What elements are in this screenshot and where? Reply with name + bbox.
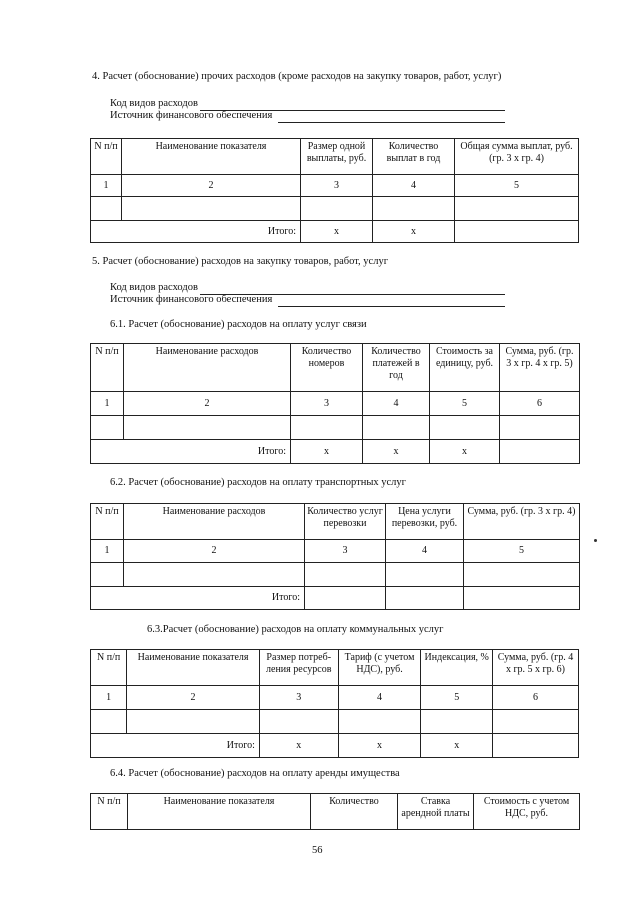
header-cell: Размер потреб-ления ресурсов — [259, 650, 338, 686]
total-cell — [386, 587, 464, 610]
total-label: Итого: — [91, 440, 291, 464]
header-cell: Количество — [311, 794, 398, 830]
header-cell: Сумма, руб. (гр. 4 х гр. 5 х гр. 6) — [492, 650, 578, 686]
table-total-row — [91, 587, 580, 610]
header-cell: Индексация, % — [421, 650, 492, 686]
section-6-4-table — [90, 793, 580, 830]
section-4-code-label: Код видов расходов — [110, 98, 198, 109]
section-6-3-table — [90, 649, 579, 758]
section-6-2-title: 6.2. Расчет (обоснование) расходов на оплату транспортных услуг — [110, 477, 406, 488]
header-cell: N п/п — [91, 344, 124, 392]
section-4-source-line — [278, 122, 505, 123]
column-number: 6 — [500, 392, 580, 416]
header-cell: Количество выплат в год — [373, 139, 455, 175]
table-row — [91, 416, 580, 440]
header-cell: Сумма, руб. (гр. 3 х гр. 4) — [464, 504, 580, 540]
total-cell: x — [338, 734, 421, 758]
table-row — [91, 563, 580, 587]
column-number: 4 — [338, 686, 421, 710]
total-label: Итого: — [91, 221, 301, 243]
column-number: 3 — [301, 175, 373, 197]
table-header-row — [91, 650, 579, 686]
table-number-row — [91, 540, 580, 563]
section-4-title: 4. Расчет (обоснование) прочих расходов (кроме расходов на закупку товаров, работ, услуг) — [92, 71, 502, 82]
header-cell: Общая сумма выплат, руб. (гр. 3 х гр. 4) — [455, 139, 579, 175]
section-6-3-title: 6.3.Расчет (обоснование) расходов на оплату коммунальных услуг — [147, 624, 444, 635]
total-cell — [455, 221, 579, 243]
header-cell: Стоимость за единицу, руб. — [430, 344, 500, 392]
header-cell: N п/п — [91, 794, 128, 830]
total-cell: x — [373, 221, 455, 243]
header-cell: Наименование расходов — [124, 344, 291, 392]
table-number-row — [91, 686, 579, 710]
total-cell: x — [259, 734, 338, 758]
header-cell: Количество платежей в год — [363, 344, 430, 392]
total-cell: x — [291, 440, 363, 464]
section-6-2-table — [90, 503, 580, 610]
header-cell: Размер одной выплаты, руб. — [301, 139, 373, 175]
header-cell: Ставка арендной платы — [398, 794, 474, 830]
column-number: 4 — [386, 540, 464, 563]
column-number: 3 — [259, 686, 338, 710]
column-number: 2 — [122, 175, 301, 197]
table-header-row — [91, 504, 580, 540]
page-number: 56 — [312, 845, 323, 856]
total-cell — [492, 734, 578, 758]
header-cell: Стоимость с учетом НДС, руб. — [474, 794, 580, 830]
header-cell: Тариф (с учетом НДС), руб. — [338, 650, 421, 686]
column-number: 2 — [127, 686, 260, 710]
column-number: 1 — [91, 175, 122, 197]
column-number: 4 — [373, 175, 455, 197]
header-cell: Наименование показателя — [128, 794, 311, 830]
table-row — [91, 197, 579, 221]
total-cell: x — [301, 221, 373, 243]
column-number: 1 — [91, 540, 124, 563]
section-4-source-label: Источник финансового обеспечения — [110, 110, 273, 121]
section-5-code-label: Код видов расходов — [110, 282, 198, 293]
section-5-source-label: Источник финансового обеспечения — [110, 294, 273, 305]
section-6-1-table — [90, 343, 580, 464]
header-cell: Количество номеров — [291, 344, 363, 392]
column-number: 5 — [430, 392, 500, 416]
column-number: 2 — [124, 392, 291, 416]
column-number: 3 — [305, 540, 386, 563]
column-number: 1 — [91, 392, 124, 416]
header-cell: Наименование показателя — [122, 139, 301, 175]
total-cell: x — [430, 440, 500, 464]
table-total-row — [91, 221, 579, 243]
table-total-row — [91, 734, 579, 758]
header-cell: N п/п — [91, 650, 127, 686]
section-4-table — [90, 138, 579, 243]
total-cell — [305, 587, 386, 610]
header-cell: N п/п — [91, 504, 124, 540]
column-number: 1 — [91, 686, 127, 710]
header-cell: Цена услуги перевозки, руб. — [386, 504, 464, 540]
column-number: 5 — [455, 175, 579, 197]
table-number-row — [91, 175, 579, 197]
total-cell — [464, 587, 580, 610]
column-number: 5 — [421, 686, 492, 710]
section-6-4-title: 6.4. Расчет (обоснование) расходов на оплату аренды имущества — [110, 768, 400, 779]
total-cell — [500, 440, 580, 464]
table-total-row — [91, 440, 580, 464]
section-5-title: 5. Расчет (обоснование) расходов на закупку товаров, работ, услуг — [92, 256, 389, 267]
table-number-row — [91, 392, 580, 416]
table-header-row — [91, 344, 580, 392]
column-number: 3 — [291, 392, 363, 416]
total-cell: x — [363, 440, 430, 464]
header-cell: Наименование показателя — [127, 650, 260, 686]
header-cell: Сумма, руб. (гр. 3 х гр. 4 х гр. 5) — [500, 344, 580, 392]
total-label: Итого: — [91, 587, 305, 610]
header-cell: Количество услуг перевозки — [305, 504, 386, 540]
stray-mark — [594, 539, 597, 542]
table-row — [91, 710, 579, 734]
table-header-row — [91, 794, 580, 830]
column-number: 6 — [492, 686, 578, 710]
header-cell: N п/п — [91, 139, 122, 175]
column-number: 4 — [363, 392, 430, 416]
column-number: 5 — [464, 540, 580, 563]
column-number: 2 — [124, 540, 305, 563]
total-label: Итого: — [91, 734, 260, 758]
section-5-source-line — [278, 306, 505, 307]
table-header-row — [91, 139, 579, 175]
header-cell: Наименование расходов — [124, 504, 305, 540]
section-6-1-title: 6.1. Расчет (обоснование) расходов на оплату услуг связи — [110, 319, 367, 330]
total-cell: x — [421, 734, 492, 758]
